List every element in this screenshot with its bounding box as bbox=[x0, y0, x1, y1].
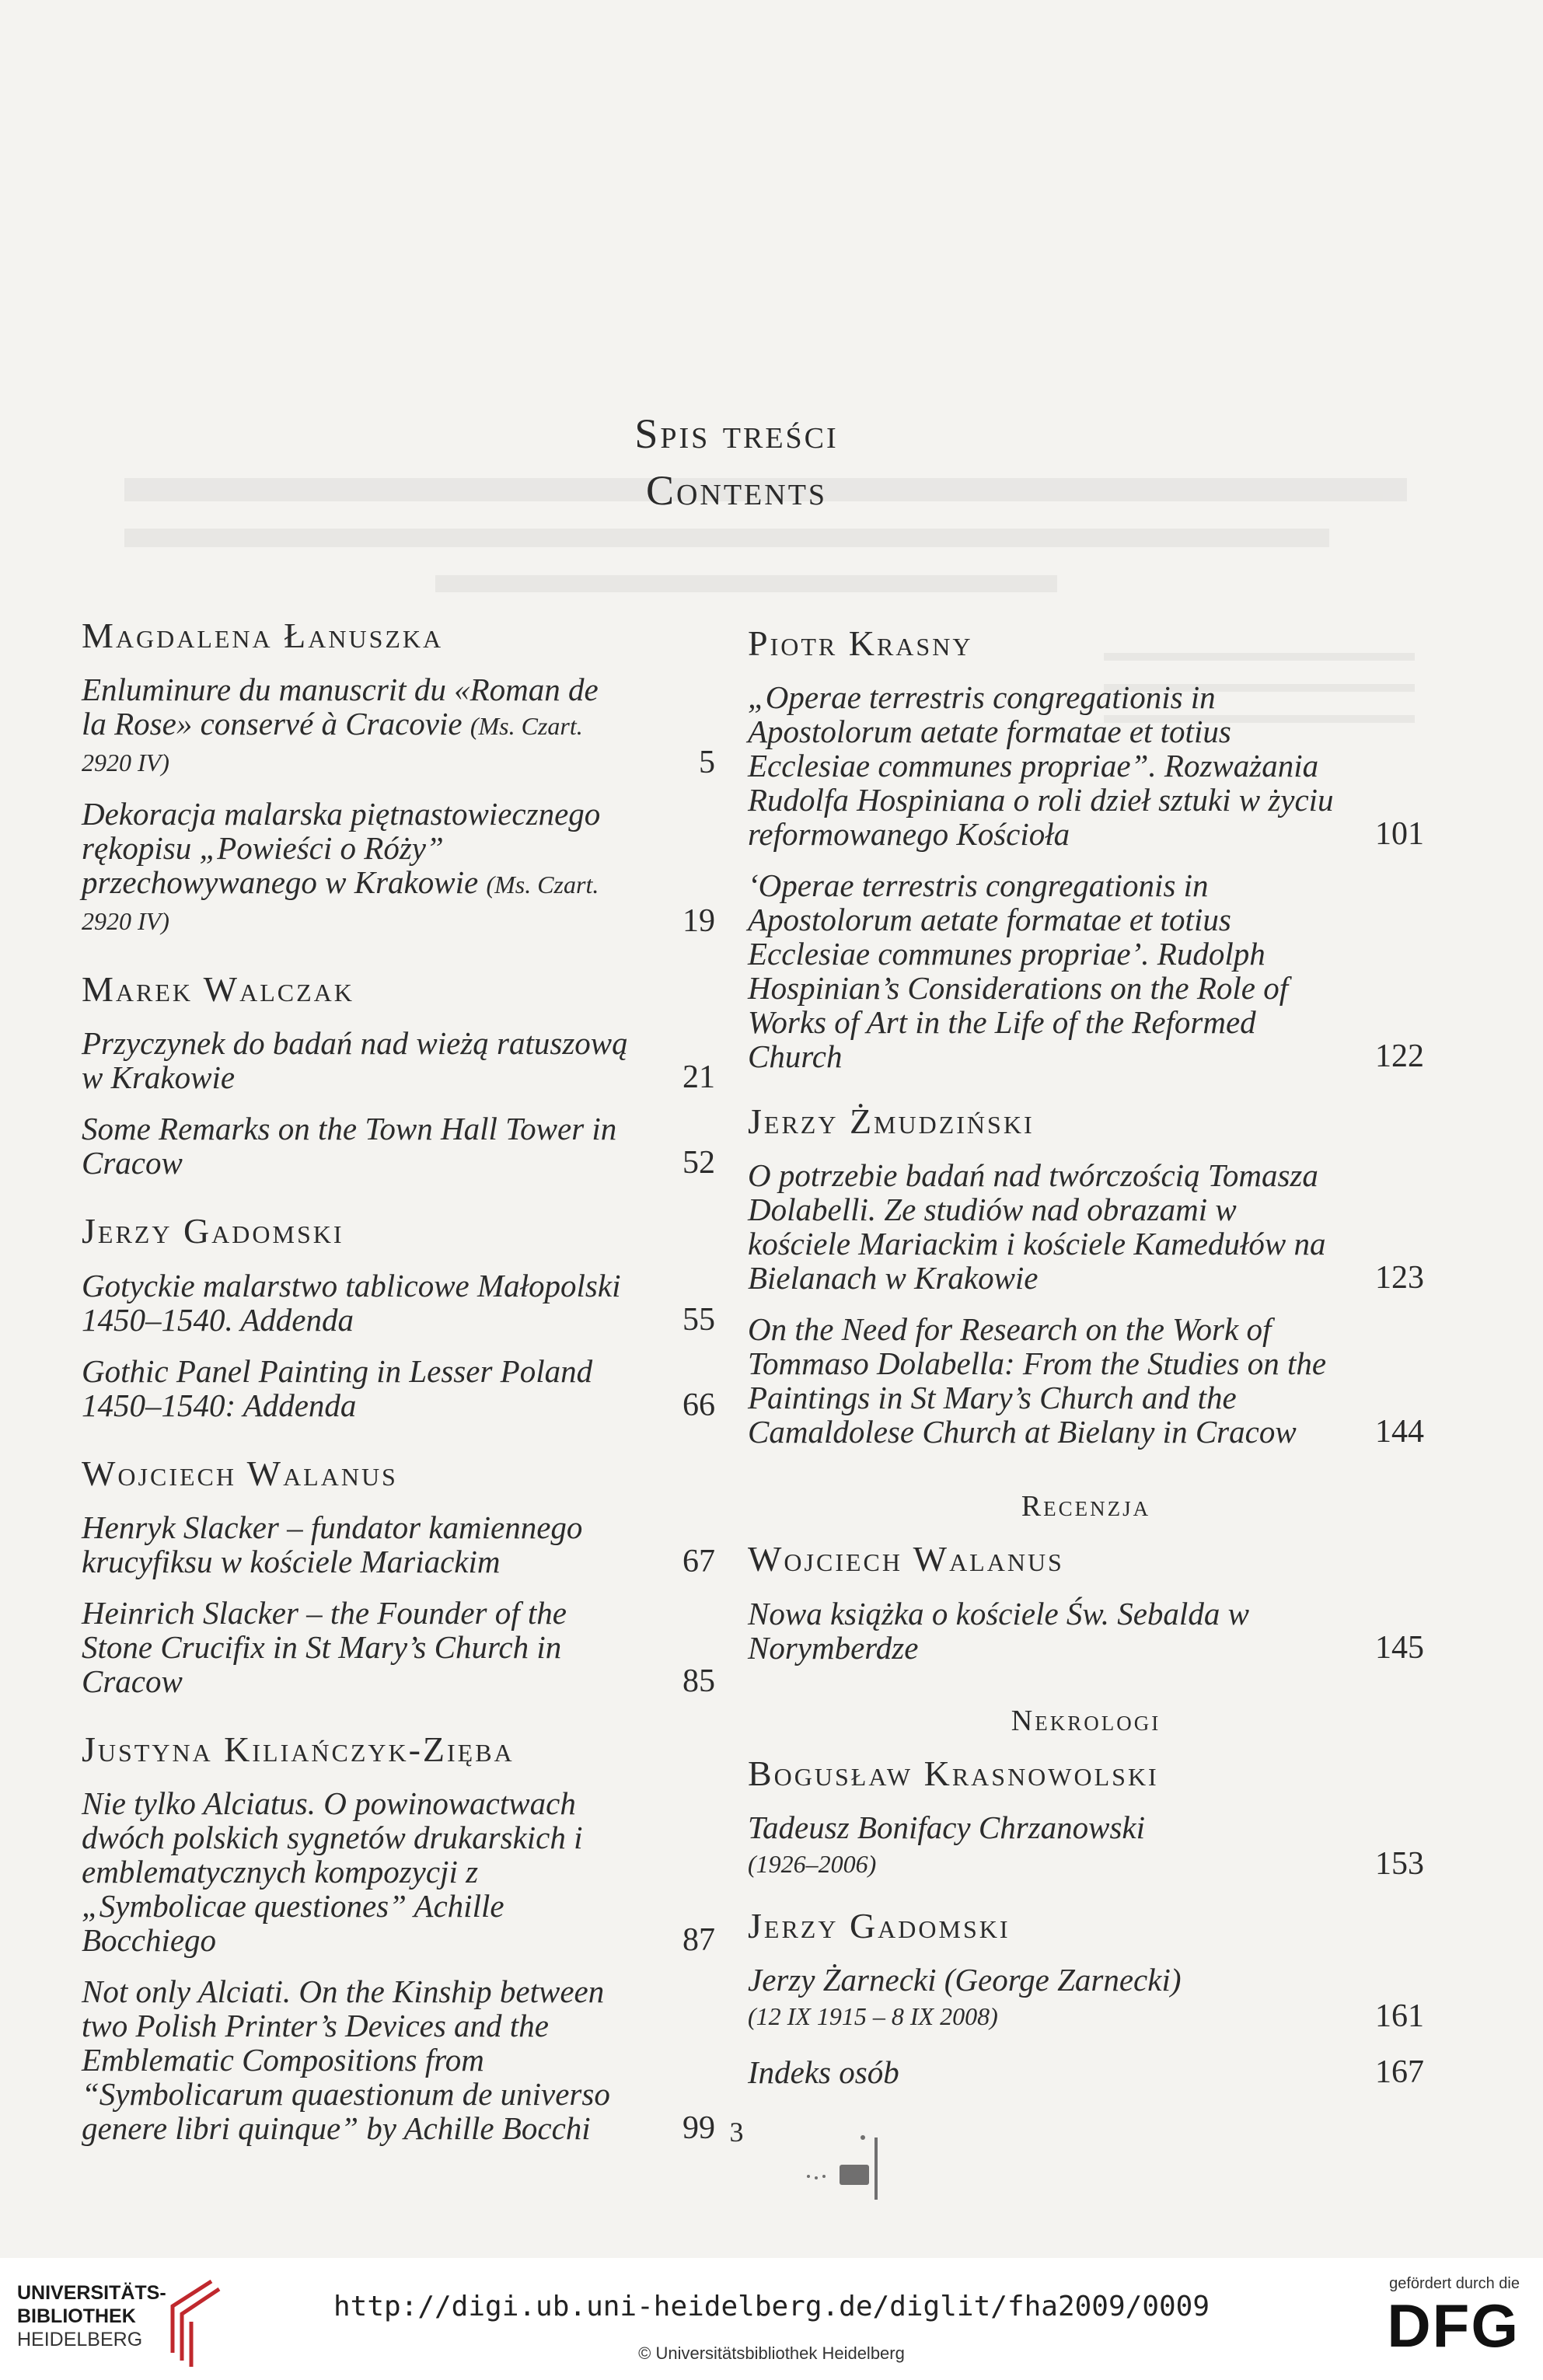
obituaries-section bbox=[748, 1704, 1424, 2033]
author-block bbox=[82, 1728, 715, 2145]
dfg-caption: gefördert durch die bbox=[1389, 2275, 1520, 2292]
toc-entry[interactable] bbox=[82, 1269, 715, 1337]
entry-title: Enluminure du manuscrit du «Roman de la Rose» conservé à Cracovie bbox=[82, 672, 599, 742]
entry-title: Heinrich Slacker – the Founder of the Stone Crucifix in St Mary’s Church in Cracow bbox=[82, 1594, 567, 1699]
toc-entry[interactable] bbox=[82, 1786, 715, 1957]
source-url-link[interactable]: http://digi.ub.uni-heidelberg.de/diglit/fha2009/0009 bbox=[333, 2291, 1210, 2322]
entry-shelfmark: (Ms. Czart. 2920 IV) bbox=[82, 712, 583, 777]
page-number: 161 bbox=[1375, 1998, 1424, 2034]
page-number: 153 bbox=[1375, 1845, 1424, 1882]
entry-title: Gothic Panel Painting in Lesser Poland 1450–1540: Addenda bbox=[82, 1352, 593, 1423]
logo-line: BIBLIOTHEK bbox=[17, 2305, 136, 2327]
author-name: Wojciech Walanus bbox=[82, 1453, 398, 1493]
logo-line: HEIDELBERG bbox=[17, 2329, 143, 2350]
page-number: 99 bbox=[682, 2110, 715, 2146]
dfg-wordmark: DFG bbox=[1387, 2291, 1520, 2360]
page-number: 101 bbox=[1375, 816, 1424, 853]
toc-entry[interactable] bbox=[82, 1354, 715, 1422]
toc-entry[interactable] bbox=[748, 1597, 1424, 1665]
entry-title: Gotyckie malarstwo tablicowe Małopolski 1450–1540. Addenda bbox=[82, 1267, 621, 1338]
author-block bbox=[748, 1100, 1424, 1449]
toc-entry[interactable] bbox=[82, 1111, 715, 1180]
page-number: 5 bbox=[699, 745, 715, 781]
page-number: 55 bbox=[682, 1301, 715, 1338]
author-name: Magdalena Łanuszka bbox=[82, 616, 444, 655]
author-name: Jerzy Żmudziński bbox=[748, 1101, 1035, 1142]
entry-title: Not only Alciati. On the Kinship between two Polish Printer’s Devices and the Emblematic Compositions from “Symbolicarum quaestionum de universo genere libri quinque” by Achille Bocchi bbox=[82, 1973, 610, 2146]
page-number: 66 bbox=[682, 1387, 715, 1423]
author-name: Jerzy Gadomski bbox=[748, 1905, 1011, 1946]
entry-title: On the Need for Research on the Work of Tommaso Dolabella: From the Studies on the Paintings in St Mary’s Church and the Camaldolese Church at Bielany in Cracow bbox=[748, 1311, 1327, 1450]
entry-title: ‘Operae terrestris congregationis in Apostolorum aetate formatae et totius Ecclesiae communes propriae’. Rudolph Hospinian’s Considerations on the Role of Works of Art in the Life of the Reformed Church bbox=[748, 867, 1289, 1075]
page-number: 144 bbox=[1375, 1414, 1424, 1450]
review-section bbox=[748, 1489, 1424, 1664]
author-block bbox=[748, 622, 1424, 1073]
title-polish: Spis treści bbox=[634, 410, 839, 457]
copyright-text: © Universitätsbibliothek Heidelberg bbox=[638, 2343, 905, 2363]
entry-title: O potrzebie badań nad twórczością Tomasza Dolabelli. Ze studiów nad obrazami w kościele Mariackim i kościele Kamedułów na Bielanach w Krakowie bbox=[748, 1157, 1326, 1296]
section-heading: Recenzja bbox=[1021, 1490, 1151, 1523]
entry-title: Przyczynek do badań nad wieżą ratuszową w Krakowie bbox=[82, 1025, 628, 1096]
entry-dates: (1926–2006) bbox=[748, 1849, 877, 1878]
page-number: 122 bbox=[1375, 1038, 1424, 1075]
toc-entry[interactable] bbox=[82, 797, 715, 938]
entry-title: „Operae terrestris congregationis in Apostolorum aetate formatae et totius Ecclesiae communes propriae”. Rozważania Rudolfa Hospiniana o roli dzieł sztuki w życiu reformowanego Kościoła bbox=[748, 679, 1334, 853]
author-name: Marek Walczak bbox=[82, 969, 354, 1010]
toc-entry[interactable] bbox=[82, 672, 715, 780]
author-name: Jerzy Gadomski bbox=[82, 1211, 344, 1251]
author-block bbox=[82, 1209, 715, 1422]
page-number: 52 bbox=[682, 1145, 715, 1181]
author-name: Wojciech Walanus bbox=[748, 1539, 1064, 1579]
toc-entry[interactable] bbox=[748, 680, 1424, 851]
entry-title: Dekoracja malarska piętnastowiecznego rękopisu „Powieści o Róży” przechowywanego w Krakowie bbox=[82, 796, 601, 901]
entry-shelfmark: (Ms. Czart. 2920 IV) bbox=[82, 871, 599, 936]
author-block bbox=[82, 968, 715, 1180]
entry-dates: (12 IX 1915 – 8 IX 2008) bbox=[748, 2001, 998, 2030]
toc-entry[interactable] bbox=[82, 1026, 715, 1094]
right-column bbox=[748, 622, 1424, 2106]
folio-page-number: 3 bbox=[729, 2117, 744, 2148]
title-english: Contents bbox=[645, 467, 828, 514]
page-number: 21 bbox=[682, 1059, 715, 1096]
logo-line: UNIVERSITÄTS- bbox=[17, 2282, 166, 2304]
author-name: Piotr Krasny bbox=[748, 623, 973, 663]
dfg-logo[interactable] bbox=[1341, 2275, 1520, 2372]
digitization-footer bbox=[0, 2258, 1543, 2380]
page-number: 123 bbox=[1375, 1260, 1424, 1296]
author-name: Justyna Kiliańczyk-Zięba bbox=[82, 1729, 515, 1769]
author-block bbox=[82, 1452, 715, 1698]
toc-entry-index[interactable] bbox=[748, 2055, 1424, 2089]
entry-title: Nie tylko Alciatus. O powinowactwach dwóch polskich sygnetów drukarskich i emblematycznych kompozycji z „Symbolicae questiones” Achille Bocchiego bbox=[82, 1785, 583, 1958]
page-number: 19 bbox=[682, 903, 715, 940]
entry-title: Henryk Slacker – fundator kamiennego krucyfiksu w kościele Mariackim bbox=[82, 1509, 583, 1579]
toc-entry[interactable] bbox=[748, 868, 1424, 1073]
toc-entry[interactable] bbox=[748, 1158, 1424, 1295]
page-number: 67 bbox=[682, 1543, 715, 1579]
author-block bbox=[82, 614, 715, 938]
author-name: Bogusław Krasnowolski bbox=[748, 1753, 1159, 1793]
page-number: 87 bbox=[682, 1921, 715, 1958]
entry-title: Tadeusz Bonifacy Chrzanowski bbox=[748, 1809, 1146, 1845]
toc-entry[interactable] bbox=[748, 1963, 1424, 2033]
entry-title: Indeks osób bbox=[748, 2054, 899, 2090]
page-number: 85 bbox=[682, 1663, 715, 1699]
toc-entry[interactable] bbox=[748, 1810, 1424, 1881]
page-number: 145 bbox=[1375, 1629, 1424, 1666]
section-heading: Nekrologi bbox=[1011, 1704, 1161, 1737]
page-number: 167 bbox=[1375, 2054, 1424, 2090]
entry-title: Some Remarks on the Town Hall Tower in Cracow bbox=[82, 1111, 617, 1181]
library-stamp-mark bbox=[801, 2122, 894, 2215]
entry-title: Jerzy Żarnecki (George Zarnecki) bbox=[748, 1961, 1182, 1998]
toc-entry[interactable] bbox=[82, 1510, 715, 1579]
entry-title: Nowa książka o kościele Św. Sebalda w Norymberdze bbox=[748, 1595, 1249, 1666]
left-column bbox=[82, 614, 715, 2162]
toc-entry[interactable] bbox=[82, 1596, 715, 1698]
toc-entry[interactable] bbox=[748, 1312, 1424, 1449]
